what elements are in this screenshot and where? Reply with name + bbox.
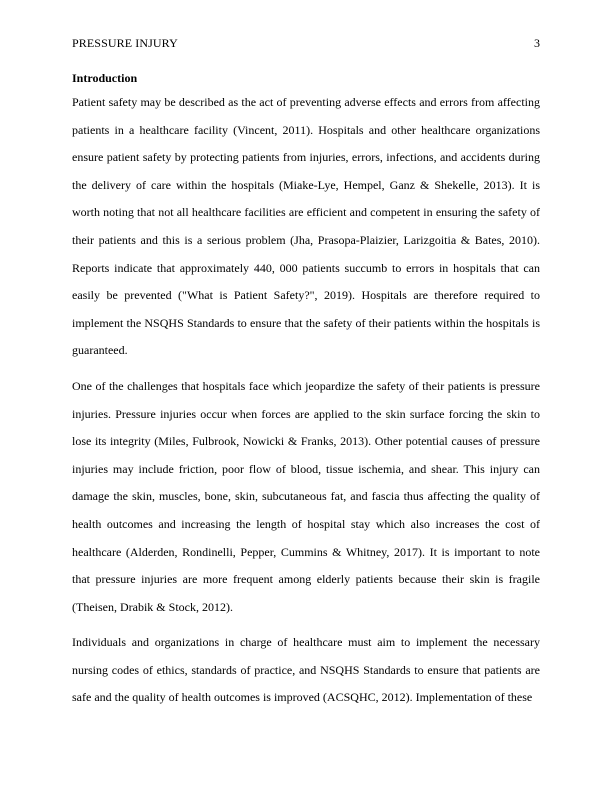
paragraph-pressure-injuries: One of the challenges that hospitals face which jeopardize the safety of their patients is pressure injuries. Pressure injuries occur when forces are applied to the skin surface forcing the skin to lose its integrity (Miles, Fulbrook, Nowicki & Franks, 2013). Other potential causes of pressure injuries may include friction, poor flow of blood, tissue ischemia, and shear. This injury can damage the skin, muscles, bone, skin, subcutaneous fat, and fascia thus affecting the quality of health outcomes and increasing the length of hospital stay which also increases the cost of healthcare (Alderden, Rondinelli, Pepper, Cummins & Whitney, 2017). It is important to note that pressure injuries are more frequent among elderly patients because their skin is fragile (Theisen, Drabik & Stock, 2012). [72, 378, 540, 614]
running-header [72, 35, 540, 51]
page-number: 3 [534, 36, 540, 50]
paragraph-implementation: Individuals and organizations in charge of healthcare must aim to implement the necessary nursing codes of ethics, standards of practice, and NSQHS Standards to ensure that patients are safe and the quality of health outcomes is improved (ACSQHC, 2012). Implementation of these [72, 635, 540, 705]
document-body [72, 70, 540, 720]
paragraph-patient-safety: Patient safety may be described as the act of preventing adverse effects and errors from affecting patients in a healthcare facility (Vincent, 2011). Hospitals and other healthcare organizations ensure patient safety by protecting patients from injuries, errors, infections, and accidents during the delivery of care within the hospitals (Miake-Lye, Hempel, Ganz & Shekelle, 2013). It is worth noting that not all healthcare facilities are efficient and competent in ensuring the safety of their patients and this is a serious problem (Jha, Prasopa-Plaizier, Larizgoitia & Bates, 2010). Reports indicate that approximately 440, 000 patients succumb to errors in hospitals that can easily be prevented ("What is Patient Safety?", 2019). Hospitals are therefore required to implement the NSQHS Standards to ensure that the safety of their patients within the hospitals is guaranteed. [72, 95, 540, 358]
section-heading: Introduction [72, 71, 138, 85]
running-head-title: PRESSURE INJURY [72, 36, 178, 50]
